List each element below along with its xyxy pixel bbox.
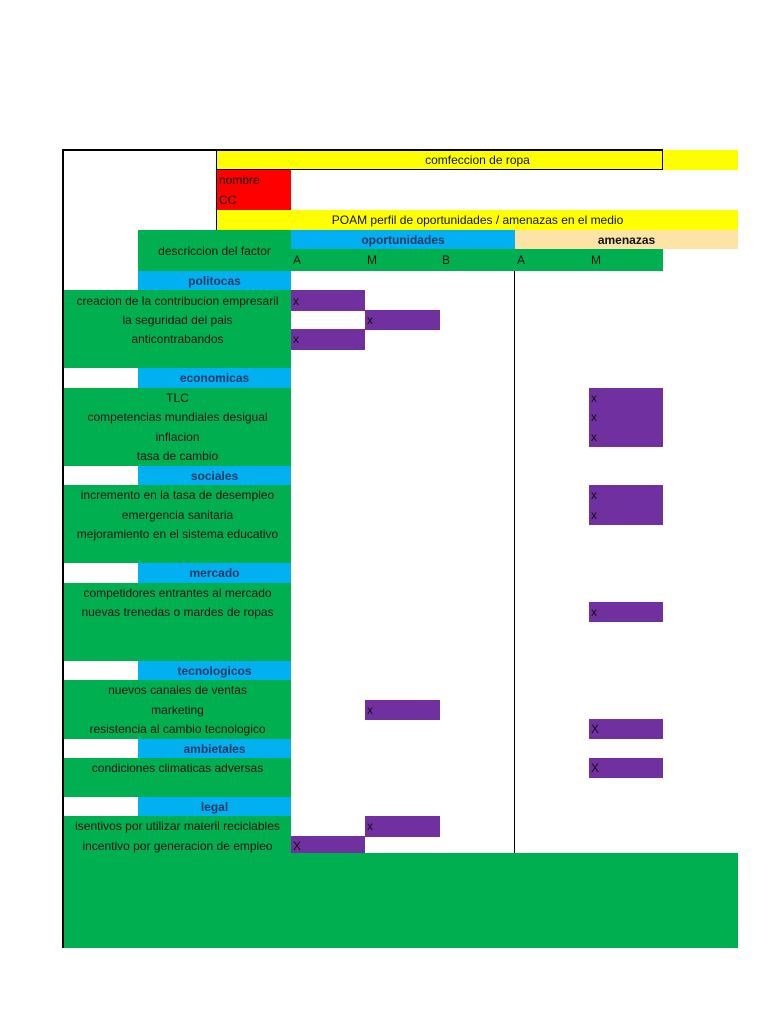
outer-left-border [62, 150, 64, 948]
section-header-text: legal [200, 799, 229, 814]
title-right-border [662, 150, 663, 170]
factor-label: nuevos canales de ventas [108, 683, 247, 698]
section-header-text: mercado [189, 566, 240, 581]
section-left-blank [64, 271, 138, 291]
factor-cell[interactable] [64, 544, 291, 564]
level-opp-a-text: A [293, 253, 302, 267]
mark-cell[interactable] [589, 758, 663, 778]
level-thr-m [589, 249, 663, 271]
amenazas-header[interactable] [515, 230, 738, 249]
level-opp-b-text: B [442, 253, 451, 267]
mark-text: x [591, 507, 597, 522]
factor-cell[interactable] [64, 290, 291, 310]
mark-cell[interactable] [365, 700, 440, 720]
mark-cell[interactable] [365, 816, 440, 836]
mark-text: x [367, 702, 373, 717]
factor-cell[interactable] [64, 388, 291, 408]
nombre-label: nombre [219, 173, 260, 187]
section-header-text: ambietales [183, 741, 246, 756]
level-thr-a-text: A [517, 253, 526, 267]
section-left-blank [64, 797, 138, 817]
mark-cell[interactable] [365, 310, 440, 330]
section-left-blank [64, 661, 138, 681]
level-opp-a [291, 249, 365, 271]
mark-cell[interactable] [291, 329, 365, 349]
mark-text: x [293, 293, 299, 308]
factor-header-text: descriccion del factor [158, 243, 271, 258]
mark-text: X [293, 838, 302, 853]
mark-text: x [293, 332, 299, 347]
title-bar[interactable] [217, 150, 738, 170]
factor-label: la seguridad del pais [122, 312, 233, 327]
title-bottom-border [217, 169, 663, 170]
header-left-blank [64, 230, 138, 271]
factor-cell[interactable] [64, 505, 291, 525]
mark-cell[interactable] [589, 388, 663, 408]
factor-label: marketing [151, 702, 204, 717]
factor-label: incremento en la tasa de desempleo [80, 488, 275, 503]
nombre-cell[interactable] [217, 170, 291, 190]
mark-cell[interactable] [589, 485, 663, 505]
factor-header-cell[interactable] [138, 230, 291, 271]
mark-text: x [591, 410, 597, 425]
oportunidades-header[interactable] [291, 230, 515, 249]
factor-cell[interactable] [64, 680, 291, 700]
factor-label: inflacion [155, 429, 200, 444]
factor-cell[interactable] [64, 427, 291, 447]
section-header-text: economicas [179, 371, 250, 386]
section-left-blank [64, 739, 138, 759]
factor-label: nuevas trenedas o mardes de ropas [81, 605, 274, 620]
level-opp-m-text: M [367, 253, 377, 267]
factor-label: condiciones climaticas adversas [91, 761, 264, 776]
factor-cell[interactable] [64, 700, 291, 720]
title-left-border [216, 150, 217, 230]
factor-cell[interactable] [64, 485, 291, 505]
factor-label: anticontrabandos [131, 332, 224, 347]
mark-cell[interactable] [589, 407, 663, 427]
section-left-blank [64, 466, 138, 486]
factor-cell[interactable] [64, 349, 291, 369]
level-thr-m-text: M [591, 253, 601, 267]
section-header[interactable] [138, 466, 291, 486]
section-header[interactable] [138, 797, 291, 817]
factor-cell[interactable] [64, 446, 291, 466]
mark-cell[interactable] [589, 427, 663, 447]
mark-text: X [591, 722, 600, 737]
mark-cell[interactable] [291, 290, 365, 310]
factor-cell[interactable] [64, 719, 291, 739]
section-header[interactable] [138, 661, 291, 681]
factor-label: emergencia sanitaria [121, 507, 234, 522]
factor-label: mejoramiento en el sistema educativo [76, 527, 279, 542]
factor-cell[interactable] [64, 310, 291, 330]
cc-cell[interactable] [217, 190, 291, 210]
mark-text: x [591, 488, 597, 503]
factor-cell[interactable] [64, 583, 291, 603]
level-opp-b [440, 249, 515, 271]
factor-cell[interactable] [64, 641, 291, 661]
factor-cell[interactable] [64, 758, 291, 778]
factor-label: tasa de cambio [136, 449, 219, 464]
opp-threat-divider [514, 271, 515, 853]
factor-label: competidores entrantes al mercado [83, 585, 272, 600]
section-header[interactable] [138, 271, 291, 291]
footer-green-block [64, 853, 738, 948]
level-opp-m [365, 249, 440, 271]
factor-cell[interactable] [64, 816, 291, 836]
title-left-blank [64, 150, 217, 236]
title-text: comfeccion de ropa [425, 153, 530, 167]
factor-label: TLC [166, 390, 189, 405]
section-left-blank [64, 368, 138, 388]
factor-label: creacion de la contribucion empresaril [76, 293, 279, 308]
section-header-text: sociales [190, 468, 239, 483]
poam-title-bar[interactable] [217, 210, 738, 230]
mark-text: x [591, 605, 597, 620]
factor-label: isentivos por utilizar materil reciclables [75, 819, 280, 834]
amenazas-text: amenazas [597, 232, 656, 247]
oportunidades-text: oportunidades [361, 232, 445, 247]
factor-label: resistencia al cambio tecnologico [89, 722, 266, 737]
level-thr-a [515, 249, 589, 271]
factor-label: competencias mundiales desigual [87, 410, 268, 425]
factor-cell[interactable] [64, 777, 291, 797]
factor-cell[interactable] [64, 622, 291, 642]
mark-cell[interactable] [589, 719, 663, 739]
factor-cell[interactable] [64, 407, 291, 427]
mark-text: X [591, 761, 600, 776]
factor-cell[interactable] [64, 602, 291, 622]
section-header[interactable] [138, 563, 291, 583]
poam-title-text: POAM perfil de oportunidades / amenazas en el medio [331, 213, 624, 227]
outer-top-border [62, 149, 663, 151]
factor-cell[interactable] [64, 329, 291, 349]
mark-cell[interactable] [589, 602, 663, 622]
mark-text: x [367, 819, 373, 834]
mark-cell[interactable] [589, 505, 663, 525]
cc-value-cell[interactable] [291, 190, 738, 210]
cc-label: CC [219, 193, 237, 207]
section-header-text: politocas [188, 274, 241, 289]
section-header[interactable] [138, 368, 291, 388]
section-header-text: tecnologicos [177, 663, 252, 678]
mark-text: x [367, 312, 373, 327]
mark-text: x [591, 390, 597, 405]
nombre-value-cell[interactable] [291, 170, 738, 190]
mark-text: x [591, 429, 597, 444]
section-left-blank [64, 563, 138, 583]
factor-label: incentivo por generacion de empleo [82, 838, 273, 853]
factor-cell[interactable] [64, 524, 291, 544]
section-header[interactable] [138, 739, 291, 759]
